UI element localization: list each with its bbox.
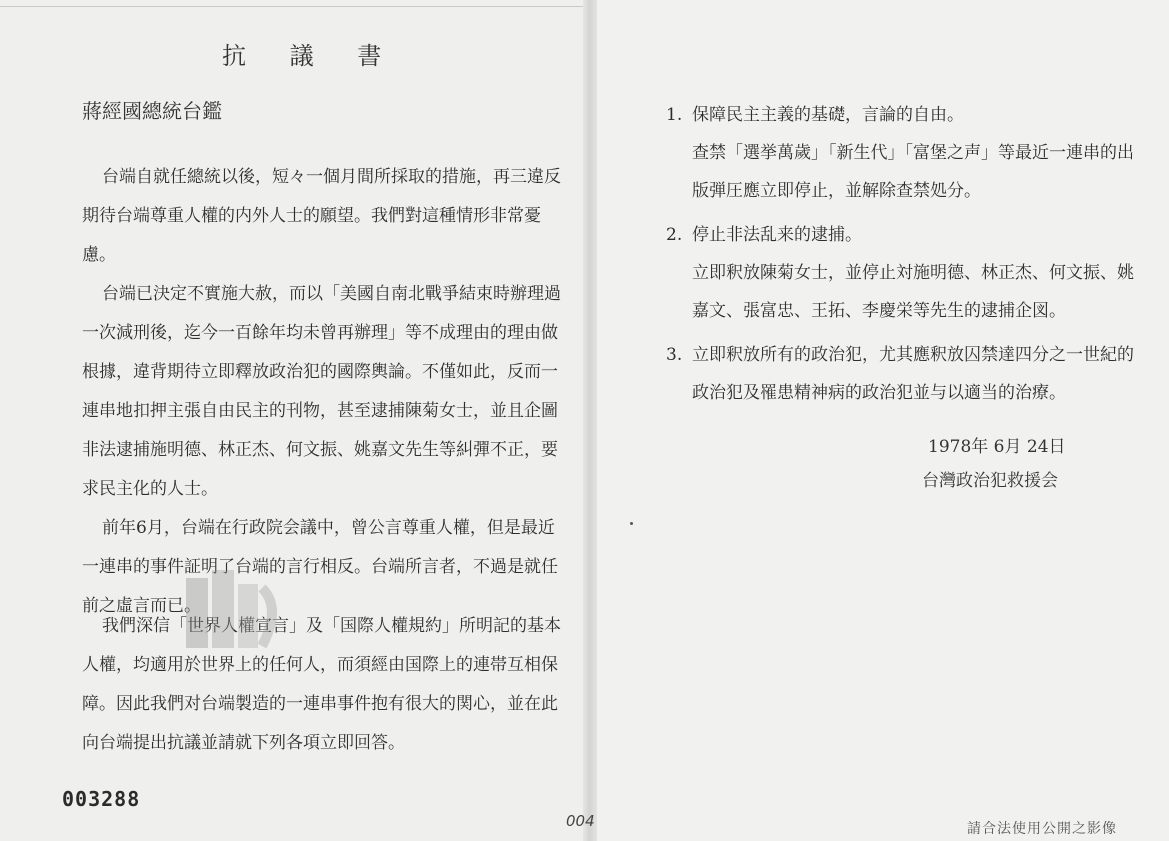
ink-speck [630, 522, 633, 525]
demand-number: 3. [666, 345, 683, 365]
document-date: 1978年 6月 24日 [928, 437, 1066, 457]
demand-item [666, 96, 1146, 210]
salutation: 蔣經國總統台鑑 [82, 99, 222, 123]
demand-number: 1. [666, 105, 683, 125]
demand-heading: 停止非法乱来的逮捕。 [692, 225, 862, 245]
paragraph-1: 台端自就任總統以後，短々一個月間所採取的措施，再三違反期待台端尊重人權的内外人士的願望。我們對這種情形非常憂慮。 [82, 167, 561, 265]
paragraph-2: 台端已決定不實施大赦，而以「美國自南北戰爭結束時辦理過一次減刑後，迄今一百餘年均未曾再辦理」等不成理由的理由做根據，違背期待立即釋放政治犯的國際輿論。不僅如此，反而一連串地扣押主張自由民主的刊物，甚至逮捕陳菊女士，並且企圖非法逮捕施明德、林正杰、何文振、姚嘉文先生等糾彈不正，要求民主化的人士。 [82, 284, 561, 499]
top-rule [0, 6, 590, 7]
usage-notice: 請合法使用公開之影像 [967, 821, 1117, 837]
demands-list [666, 96, 1146, 418]
page-number: 004 [566, 812, 595, 830]
document-number: 003288 [62, 787, 141, 811]
page-fold [583, 0, 597, 841]
demand-heading: 立即釈放所有的政治犯，尤其應釈放囚禁達四分之一世紀的政治犯及罹患精神病的政治犯並与以適当的治療。 [692, 345, 1134, 403]
archive-watermark-icon [178, 558, 288, 658]
signing-organization: 台灣政治犯救援会 [922, 471, 1058, 491]
demand-body: 立即釈放陳菊女士，並停止対施明德、林正杰、何文振、姚嘉文、張富忠、王拓、李慶栄等先生的逮捕企図。 [692, 263, 1134, 321]
demand-body: 查禁「選挙萬歲」「新生代」「富堡之声」等最近一連串的出版弾圧應立即停止，並解除查禁処分。 [692, 143, 1134, 201]
demand-item [666, 216, 1146, 330]
paragraph-3: 前年6月，台端在行政院会議中，曾公言尊重人權，但是最近一連串的事件証明了台端的言行相反。台端所言者，不過是就任前之虛言而已。 [82, 518, 558, 616]
demand-item [666, 336, 1146, 412]
demand-heading: 保障民主主義的基礎，言論的自由。 [692, 105, 964, 125]
paragraph-4: 我們深信「世界人權宣言」及「国際人權規約」所明記的基本人權，均適用於世界上的任何人，而須經由国際上的連帯互相保障。因此我們对台端製造的一連串事件抱有很大的関心，並在此向台端提出抗議並請就下列各項立即回答。 [82, 616, 561, 753]
demand-number: 2. [666, 225, 683, 245]
document-title: 抗 議 書 [222, 42, 400, 70]
